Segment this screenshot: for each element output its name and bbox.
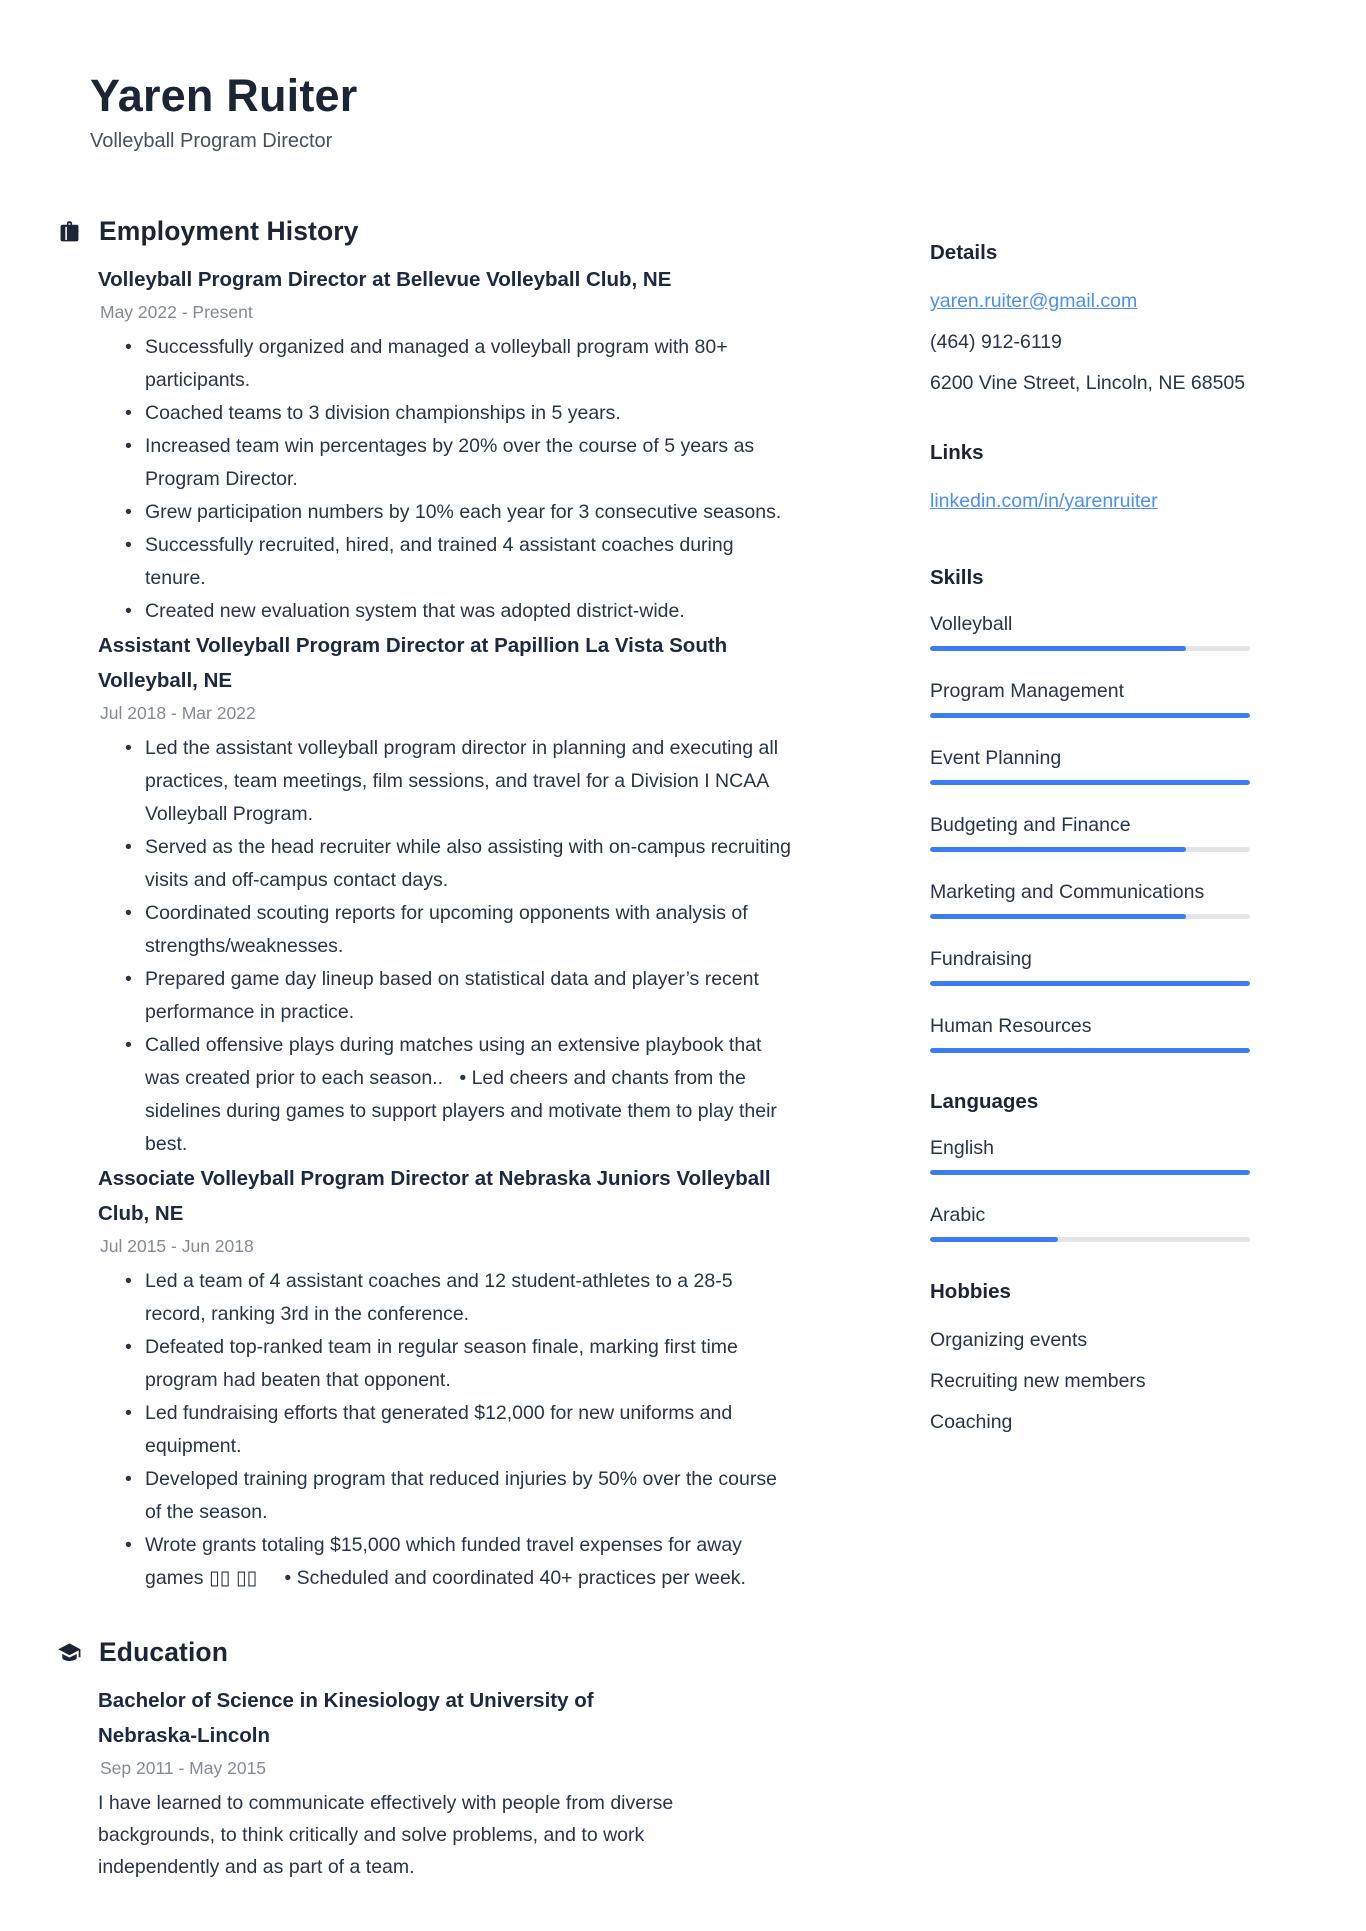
education-title: Bachelor of Science in Kinesiology at University of Nebraska-Lincoln	[98, 1689, 594, 1747]
skills-section	[930, 566, 1250, 1053]
skill-label: Marketing and Communications	[930, 881, 1205, 903]
skill-item	[930, 813, 1250, 852]
bullet-item: • Led the assistant volleyball program director in planning and executing all practices, team meetings, film sessions, and travel for a Division I NCAA Volleyball Program.	[98, 732, 798, 831]
job-dates: Jul 2015 - Jun 2018	[100, 1236, 254, 1256]
language-item	[930, 1136, 1250, 1175]
skill-bar-fill	[930, 847, 1186, 852]
header	[90, 70, 838, 154]
bullet-item: • Defeated top-ranked team in regular season finale, marking first time program had beaten that opponent.	[98, 1331, 798, 1397]
skill-label: Fundraising	[930, 948, 1032, 970]
language-bar-fill	[930, 1170, 1250, 1175]
hobbies-heading: Hobbies	[930, 1280, 1011, 1303]
skill-label: Volleyball	[930, 613, 1013, 635]
skill-bar-track	[930, 1048, 1250, 1053]
language-bar-track	[930, 1237, 1250, 1242]
job-dates: Jul 2018 - Mar 2022	[100, 703, 256, 723]
person-job-title: Volleyball Program Director	[90, 130, 333, 152]
hobby-item: Coaching	[930, 1411, 1013, 1433]
job-bullets	[98, 331, 798, 628]
languages-list	[930, 1136, 1250, 1242]
languages-heading: Languages	[930, 1090, 1039, 1113]
bullet-item: • Coordinated scouting reports for upcoming opponents with analysis of strengths/weaknesses.	[98, 897, 798, 963]
hobbies-section	[930, 1280, 1250, 1443]
skill-label: Event Planning	[930, 747, 1062, 769]
bullet-item: • Served as the head recruiter while also assisting with on-campus recruiting visits and off-campus contact days.	[98, 831, 798, 897]
skill-label: Program Management	[930, 680, 1125, 702]
education-entry	[98, 1683, 838, 1883]
job-entry	[98, 1161, 838, 1595]
hobby-item: Recruiting new members	[930, 1370, 1146, 1392]
education-section-title: Education	[99, 1637, 228, 1667]
language-label: English	[930, 1137, 994, 1159]
linkedin-link[interactable]: linkedin.com/in/yarenruiter	[930, 490, 1158, 512]
language-bar-track	[930, 1170, 1250, 1175]
skill-bar-fill	[930, 713, 1250, 718]
skill-bar-fill	[930, 1048, 1250, 1053]
address: 6200 Vine Street, Lincoln, NE 68505	[930, 372, 1246, 394]
briefcase-icon	[57, 219, 82, 244]
language-item	[930, 1203, 1250, 1242]
education-section	[57, 1637, 838, 1883]
job-bullets	[98, 732, 798, 1161]
skill-item	[930, 880, 1250, 919]
skill-bar-fill	[930, 780, 1250, 785]
hobby-item: Organizing events	[930, 1329, 1088, 1351]
bullet-item: • Prepared game day lineup based on statistical data and player’s recent performance in practice.	[98, 963, 798, 1029]
graduation-cap-icon	[57, 1640, 82, 1665]
language-bar-fill	[930, 1237, 1058, 1242]
job-dates: May 2022 - Present	[100, 302, 253, 322]
skills-list	[930, 612, 1250, 1053]
details-section	[930, 241, 1250, 404]
education-description: I have learned to communicate effectively with people from diverse backgrounds, to think critically and solve problems, and to work independently and as part of a team.	[98, 1792, 674, 1878]
skill-label: Human Resources	[930, 1015, 1092, 1037]
job-title: Volleyball Program Director at Bellevue Volleyball Club, NE	[98, 268, 672, 291]
links-heading: Links	[930, 441, 984, 464]
skill-bar-fill	[930, 981, 1250, 986]
skill-item	[930, 1014, 1250, 1053]
bullet-item: • Created new evaluation system that was adopted district-wide.	[98, 595, 798, 628]
job-bullets	[98, 1265, 798, 1595]
job-title: Assistant Volleyball Program Director at Papillion La Vista South Volleyball, NE	[98, 634, 728, 692]
education-dates: Sep 2011 - May 2015	[100, 1758, 267, 1778]
bullet-item: • Successfully recruited, hired, and trained 4 assistant coaches during tenure.	[98, 529, 798, 595]
skill-bar-track	[930, 713, 1250, 718]
employment-section-title: Employment History	[99, 216, 359, 246]
main-column	[57, 70, 838, 1931]
skill-bar-track	[930, 981, 1250, 986]
links-section	[930, 441, 1250, 522]
sidebar	[930, 70, 1250, 1931]
education-section-header	[57, 1637, 838, 1668]
skill-bar-track	[930, 646, 1250, 651]
skill-bar-fill	[930, 646, 1186, 651]
skills-heading: Skills	[930, 566, 984, 589]
employment-section	[57, 216, 838, 1595]
language-label: Arabic	[930, 1204, 986, 1226]
bullet-item: • Called offensive plays during matches using an extensive playbook that was created prior to each season.. • Led cheers and chants from the sidelines during games to support players and motivate them to play their best.	[98, 1029, 798, 1161]
job-title: Associate Volleyball Program Director at Nebraska Juniors Volleyball Club, NE	[98, 1167, 771, 1225]
bullet-item: • Grew participation numbers by 10% each year for 3 consecutive seasons.	[98, 496, 798, 529]
bullet-item: • Increased team win percentages by 20% over the course of 5 years as Program Director.	[98, 430, 798, 496]
skill-bar-fill	[930, 914, 1186, 919]
bullet-item: • Led fundraising efforts that generated $12,000 for new uniforms and equipment.	[98, 1397, 798, 1463]
bullet-item: • Successfully organized and managed a volleyball program with 80+ participants.	[98, 331, 798, 397]
person-name: Yaren Ruiter	[90, 70, 358, 121]
job-entry	[98, 628, 838, 1161]
details-heading: Details	[930, 241, 998, 264]
skill-item	[930, 947, 1250, 986]
skill-bar-track	[930, 847, 1250, 852]
bullet-item: • Coached teams to 3 division championships in 5 years.	[98, 397, 798, 430]
bullet-item: • Wrote grants totaling $15,000 which funded travel expenses for away games ▯▯ ▯▯ • Scheduled and coordinated 40+ practices per week.	[98, 1529, 798, 1595]
skill-label: Budgeting and Finance	[930, 814, 1131, 836]
skill-item	[930, 746, 1250, 785]
skill-item	[930, 612, 1250, 651]
education-items	[57, 1683, 838, 1883]
hobbies-list	[930, 1320, 1250, 1443]
bullet-item: • Led a team of 4 assistant coaches and 12 student-athletes to a 28-5 record, ranking 3rd in the conference.	[98, 1265, 798, 1331]
job-entry	[98, 262, 838, 628]
skill-bar-track	[930, 780, 1250, 785]
phone-number: (464) 912-6119	[930, 331, 1062, 353]
languages-section	[930, 1090, 1250, 1242]
employment-jobs	[57, 262, 838, 1595]
skill-item	[930, 679, 1250, 718]
skill-bar-track	[930, 914, 1250, 919]
employment-section-header	[57, 216, 838, 247]
bullet-item: • Developed training program that reduced injuries by 50% over the course of the season.	[98, 1463, 798, 1529]
email-link[interactable]: yaren.ruiter@gmail.com	[930, 290, 1138, 312]
